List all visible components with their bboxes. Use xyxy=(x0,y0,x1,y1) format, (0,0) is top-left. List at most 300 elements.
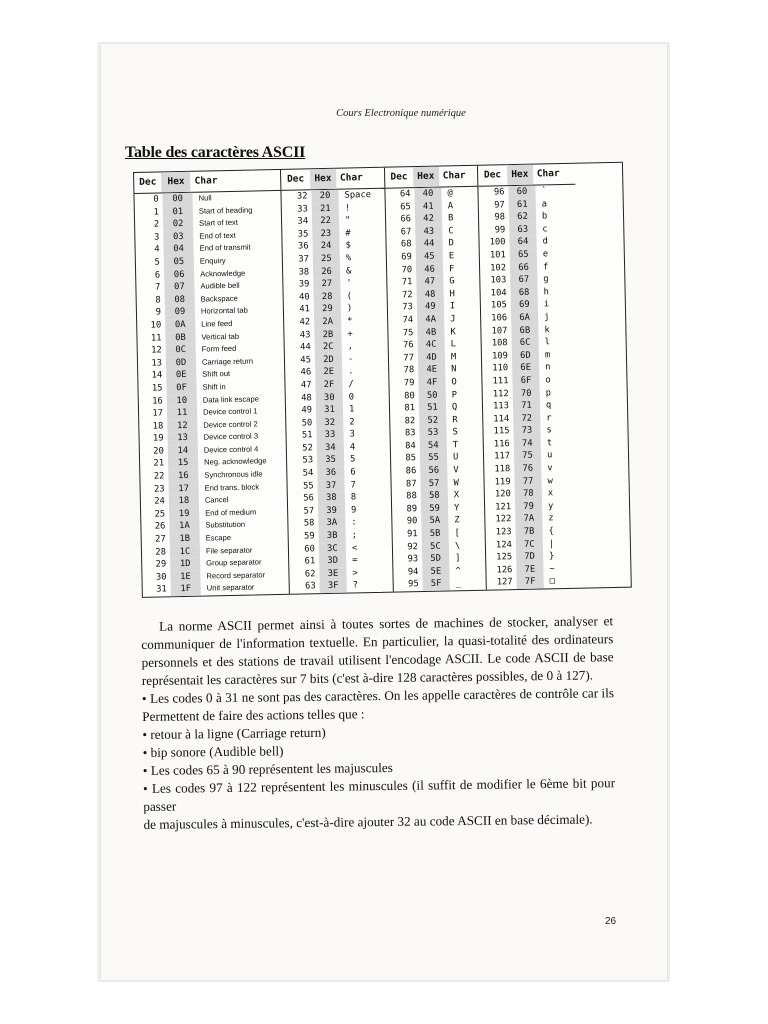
cell-hex: 1E xyxy=(170,570,200,583)
header-dec: Dec xyxy=(390,171,408,183)
cell-dec: 119 xyxy=(494,476,511,488)
cell-char: Carriage return xyxy=(201,356,254,367)
cell-char: Neg. acknowledge xyxy=(204,456,267,468)
cell-dec: 35 xyxy=(297,229,309,240)
page-number: 26 xyxy=(605,916,617,927)
cell-dec: 94 xyxy=(407,566,419,578)
cell-dec: 114 xyxy=(493,413,510,425)
cell-hex: 0A xyxy=(165,319,195,332)
cell-dec: 8 xyxy=(155,295,161,306)
cell-char: \ xyxy=(454,540,461,551)
cell-dec: 86 xyxy=(405,466,417,477)
cell-char: o xyxy=(545,375,551,386)
cell-dec: 55 xyxy=(302,480,314,492)
cell-hex: 74 xyxy=(514,437,541,450)
cell-dec: 61 xyxy=(304,556,316,567)
cell-hex: 0E xyxy=(166,369,196,382)
cell-dec: 36 xyxy=(297,241,309,252)
cell-char: ? xyxy=(352,580,359,591)
header-char: Char xyxy=(194,175,218,187)
cell-hex: 06 xyxy=(164,268,194,281)
cell-char: 7 xyxy=(350,480,357,491)
cell-char: m xyxy=(544,350,551,361)
cell-char: . xyxy=(348,366,354,377)
cell-dec: 118 xyxy=(494,464,511,475)
cell-hex: 77 xyxy=(514,475,541,488)
cell-char: Escape xyxy=(205,533,232,543)
cell-char: Enquiry xyxy=(199,256,226,266)
cell-dec: 117 xyxy=(494,451,511,462)
cell-char: Acknowledge xyxy=(200,268,246,279)
cell-hex: 6F xyxy=(512,374,539,387)
cell-hex: 3D xyxy=(319,555,346,568)
cell-dec: 10 xyxy=(150,320,162,331)
cell-dec: 73 xyxy=(402,302,414,313)
cell-hex: 2A xyxy=(314,316,341,329)
header-dec: Dec xyxy=(483,169,502,181)
cell-hex: 22 xyxy=(312,215,339,228)
cell-dec: 60 xyxy=(304,543,316,555)
cell-char: U xyxy=(452,452,459,463)
cell-dec: 66 xyxy=(400,214,412,225)
cell-char: $ xyxy=(345,240,351,251)
cell-dec: 49 xyxy=(301,405,313,416)
cell-char: / xyxy=(348,379,354,390)
cell-dec: 12 xyxy=(151,345,162,356)
cell-char: M xyxy=(450,351,457,363)
page-header: Cours Electronique numérique xyxy=(336,108,466,119)
cell-dec: 38 xyxy=(298,266,310,278)
table-column xyxy=(134,170,290,597)
cell-hex: 71 xyxy=(513,400,540,413)
header-hex: Hex xyxy=(507,165,533,186)
cell-char: Start of text xyxy=(198,218,239,228)
cell-dec: 79 xyxy=(403,378,415,389)
cell-char: * xyxy=(347,316,353,327)
cell-hex: 50 xyxy=(419,389,446,402)
cell-char: O xyxy=(451,377,457,388)
cell-hex: 16 xyxy=(168,470,198,483)
ascii-table xyxy=(133,162,632,598)
cell-dec: 31 xyxy=(156,584,167,596)
cell-char: j xyxy=(544,312,550,323)
cell-char: & xyxy=(346,266,352,277)
cell-hex: 56 xyxy=(420,465,447,478)
cell-hex: 7F xyxy=(517,576,544,589)
cell-hex: 48 xyxy=(417,288,444,301)
cell-dec: 105 xyxy=(490,300,507,311)
cell-char: Record separator xyxy=(206,570,266,581)
cell-dec: 9 xyxy=(155,307,162,318)
cell-char: Synchronous idle xyxy=(204,469,263,480)
bullet-item: • Les codes 0 à 31 ne sont pas des caractères. On les appelle caractères de contrôle car ils Permettent de faire des actions telles que : xyxy=(141,685,615,724)
cell-char: 4 xyxy=(349,442,356,453)
cell-hex: 3F xyxy=(320,580,347,593)
cell-dec: 111 xyxy=(492,376,509,387)
cell-char: N xyxy=(451,364,457,375)
cell-hex: 08 xyxy=(165,293,195,306)
cell-char: i xyxy=(543,299,550,310)
cell-dec: 96 xyxy=(493,187,505,198)
cell-char: I xyxy=(449,301,456,312)
cell-dec: 40 xyxy=(298,292,310,303)
cell-char: Data link escape xyxy=(202,393,260,405)
cell-hex: 24 xyxy=(312,240,339,253)
cell-hex: 2D xyxy=(315,353,342,366)
cell-hex: 37 xyxy=(317,479,344,492)
cell-char: > xyxy=(352,568,358,579)
cell-dec: 1 xyxy=(153,207,159,218)
cell-hex: 64 xyxy=(509,236,536,249)
header-char: Char xyxy=(442,170,466,182)
cell-dec: 29 xyxy=(155,559,167,570)
cell-dec: 30 xyxy=(155,572,167,583)
document-page xyxy=(101,44,667,980)
cell-dec: 23 xyxy=(153,484,165,495)
cell-char: t xyxy=(546,438,553,449)
cell-dec: 72 xyxy=(401,289,413,301)
cell-dec: 17 xyxy=(152,408,164,419)
cell-char: h xyxy=(543,287,550,298)
cell-hex: 75 xyxy=(514,450,541,463)
cell-dec: 126 xyxy=(496,564,513,576)
table-row xyxy=(487,575,584,590)
cell-char: 3 xyxy=(349,429,355,440)
table-header-row xyxy=(385,166,477,189)
cell-dec: 62 xyxy=(304,569,316,580)
cell-dec: 84 xyxy=(405,441,416,452)
cell-dec: 25 xyxy=(154,509,166,520)
cell-hex: 2C xyxy=(315,341,342,354)
cell-hex: 11 xyxy=(167,407,197,420)
cell-hex: 40 xyxy=(414,188,441,201)
cell-hex: 7C xyxy=(516,538,543,551)
cell-char: J xyxy=(450,314,456,325)
cell-hex: 38 xyxy=(318,492,345,505)
cell-hex: 05 xyxy=(164,256,194,269)
cell-char: Start of heading xyxy=(198,205,253,216)
cell-char: L xyxy=(450,339,457,350)
cell-dec: 95 xyxy=(408,579,419,590)
cell-hex: 5A xyxy=(421,515,448,528)
cell-hex: 4E xyxy=(418,364,445,377)
cell-char: } xyxy=(549,551,555,562)
cell-dec: 21 xyxy=(153,458,165,470)
cell-char: Cancel xyxy=(204,495,229,505)
cell-hex: 54 xyxy=(420,439,447,452)
cell-dec: 98 xyxy=(494,212,506,223)
cell-hex: 25 xyxy=(313,253,340,266)
cell-hex: 1D xyxy=(170,558,200,571)
cell-dec: 7 xyxy=(155,282,161,293)
cell-hex: 4A xyxy=(417,313,444,326)
cell-hex: 3B xyxy=(319,530,346,543)
cell-hex: 51 xyxy=(419,402,446,415)
bullet-item: • Les codes 65 à 90 représentent les majuscules xyxy=(142,759,393,778)
cell-char: ! xyxy=(344,203,351,214)
cell-hex: 79 xyxy=(515,500,542,513)
header-hex: Hex xyxy=(413,167,439,188)
cell-dec: 71 xyxy=(401,277,413,288)
header-hex: Hex xyxy=(310,169,336,190)
cell-dec: 34 xyxy=(297,216,309,227)
cell-char: 1 xyxy=(348,404,355,415)
table-header-row xyxy=(281,168,384,191)
cell-hex: 02 xyxy=(163,218,193,231)
cell-dec: 52 xyxy=(302,443,313,454)
cell-char: Null xyxy=(198,193,212,203)
body-text xyxy=(141,612,616,834)
cell-hex: 65 xyxy=(510,249,537,262)
cell-char: r xyxy=(546,412,552,424)
cell-hex: 42 xyxy=(415,213,442,226)
cell-dec: 121 xyxy=(495,502,512,513)
table-header-row xyxy=(478,164,575,187)
cell-hex: 7A xyxy=(515,513,542,526)
cell-dec: 65 xyxy=(400,201,411,213)
cell-dec: 50 xyxy=(301,417,313,429)
cell-hex: 67 xyxy=(510,274,537,287)
cell-dec: 53 xyxy=(302,455,314,466)
cell-hex: 72 xyxy=(513,412,540,425)
cell-char: F xyxy=(448,263,455,274)
cell-hex: 7B xyxy=(515,526,542,539)
cell-dec: 3 xyxy=(153,232,160,243)
paragraph: de majuscules à minuscules, c'est-à-dire ajouter 32 au code ASCII en base décimale). xyxy=(143,811,593,832)
cell-hex: 23 xyxy=(312,227,339,240)
cell-hex: 6D xyxy=(512,349,539,362)
cell-hex: 27 xyxy=(313,278,340,291)
cell-dec: 43 xyxy=(299,329,311,341)
cell-hex: 59 xyxy=(421,502,448,515)
cell-hex: 52 xyxy=(419,414,446,427)
cell-hex: 19 xyxy=(169,508,199,521)
cell-char: P xyxy=(451,389,458,400)
cell-dec: 93 xyxy=(407,554,419,565)
cell-dec: 64 xyxy=(399,189,411,200)
cell-hex: 0D xyxy=(166,356,196,369)
cell-hex: 49 xyxy=(417,301,444,314)
cell-char: 2 xyxy=(349,417,355,428)
cell-dec: 88 xyxy=(406,491,417,502)
cell-char: | xyxy=(548,538,555,549)
cell-dec: 19 xyxy=(152,433,164,444)
table-column xyxy=(281,168,394,594)
header-char: Char xyxy=(536,168,560,180)
cell-char: Shift in xyxy=(202,382,226,392)
cell-dec: 28 xyxy=(155,547,167,558)
cell-hex: 53 xyxy=(419,427,446,440)
cell-char: T xyxy=(452,440,459,451)
cell-hex: 21 xyxy=(312,202,339,215)
cell-hex: 4F xyxy=(418,376,445,389)
cell-char: - xyxy=(347,354,354,365)
cell-hex: 44 xyxy=(415,238,442,251)
cell-hex: 35 xyxy=(317,454,344,467)
cell-dec: 90 xyxy=(406,516,418,527)
cell-hex: 0F xyxy=(166,382,196,395)
cell-char: Q xyxy=(451,402,458,413)
cell-hex: 62 xyxy=(509,211,536,224)
cell-dec: 27 xyxy=(155,534,166,545)
cell-dec: 13 xyxy=(151,358,163,369)
cell-char: s xyxy=(546,425,552,436)
cell-char: Audible bell xyxy=(200,280,240,291)
cell-dec: 41 xyxy=(299,304,311,315)
cell-char: End of text xyxy=(199,230,236,241)
cell-hex: 7D xyxy=(516,551,543,564)
cell-char: E xyxy=(448,251,455,262)
cell-char: " xyxy=(344,215,351,226)
cell-char: _ xyxy=(455,578,462,589)
cell-char: 8 xyxy=(350,492,357,503)
cell-hex: 07 xyxy=(164,281,194,294)
cell-dec: 91 xyxy=(406,529,418,540)
cell-hex: 1B xyxy=(170,533,200,546)
cell-char: c xyxy=(542,224,548,235)
cell-hex: 28 xyxy=(314,290,341,303)
cell-dec: 16 xyxy=(152,395,163,407)
cell-hex: 0C xyxy=(166,344,196,357)
header-hex: Hex xyxy=(161,172,191,193)
cell-char: V xyxy=(453,465,459,476)
cell-hex: 69 xyxy=(511,299,538,312)
cell-hex: 10 xyxy=(167,394,197,407)
cell-char: x xyxy=(547,488,554,499)
cell-dec: 108 xyxy=(491,338,508,349)
cell-char: q xyxy=(545,400,552,411)
cell-dec: 78 xyxy=(403,365,415,376)
cell-hex: 18 xyxy=(169,495,199,508)
cell-char: R xyxy=(452,414,458,426)
cell-dec: 80 xyxy=(404,390,415,401)
cell-dec: 89 xyxy=(406,503,418,515)
cell-char: D xyxy=(448,238,454,249)
cell-dec: 83 xyxy=(404,428,416,439)
cell-hex: 34 xyxy=(317,442,344,455)
cell-char: Vertical tab xyxy=(201,331,240,342)
table-column xyxy=(385,166,487,592)
cell-char: ; xyxy=(351,530,358,541)
cell-hex: 0B xyxy=(165,331,195,344)
cell-char: End of medium xyxy=(205,507,257,518)
header-dec: Dec xyxy=(286,173,305,185)
cell-dec: 101 xyxy=(489,250,506,261)
cell-hex: 76 xyxy=(514,463,541,476)
cell-hex: 5B xyxy=(422,528,449,541)
cell-hex: 3C xyxy=(319,542,346,555)
cell-hex: 57 xyxy=(420,477,447,490)
table-row xyxy=(143,581,289,597)
cell-char: , xyxy=(347,341,354,352)
cell-dec: 76 xyxy=(402,340,414,351)
cell-char: k xyxy=(544,324,550,335)
cell-hex: 78 xyxy=(515,488,542,501)
cell-char: z xyxy=(548,513,554,524)
cell-char: ` xyxy=(541,186,547,197)
bullet-item: • Les codes 97 à 122 représentent les minuscules (il suffit de modifier le 6ème bit pour passer xyxy=(142,775,616,814)
cell-hex: 68 xyxy=(510,286,537,299)
cell-char: S xyxy=(452,427,458,438)
cell-hex: 32 xyxy=(316,416,343,429)
cell-char: 5 xyxy=(349,454,356,465)
cell-hex: 6E xyxy=(512,362,539,375)
cell-hex: 73 xyxy=(513,425,540,438)
cell-hex: 41 xyxy=(415,200,442,213)
cell-char: Unit separator xyxy=(206,582,255,593)
cell-hex: 01 xyxy=(163,205,193,218)
cell-char: H xyxy=(449,289,456,300)
cell-char: g xyxy=(543,274,549,285)
cell-dec: 115 xyxy=(493,426,510,437)
cell-dec: 45 xyxy=(300,355,312,366)
cell-hex: 3E xyxy=(319,567,346,580)
cell-char: ] xyxy=(455,553,461,564)
cell-hex: 2B xyxy=(314,328,341,341)
cell-hex: 2F xyxy=(315,379,342,392)
cell-char: 6 xyxy=(350,467,356,478)
cell-dec: 99 xyxy=(494,224,506,236)
cell-dec: 11 xyxy=(150,332,162,344)
cell-hex: 1F xyxy=(171,583,201,596)
cell-dec: 24 xyxy=(154,496,166,507)
cell-char: Device control 1 xyxy=(202,406,258,417)
cell-char: X xyxy=(453,490,460,501)
cell-char: Device control 4 xyxy=(203,444,259,455)
cell-char: f xyxy=(542,261,549,272)
cell-hex: 14 xyxy=(168,445,198,458)
cell-char: A xyxy=(447,200,454,212)
cell-dec: 51 xyxy=(301,430,313,441)
cell-char: Substitution xyxy=(205,520,246,530)
cell-hex: 2E xyxy=(315,366,342,379)
cell-hex: 55 xyxy=(420,452,447,465)
cell-char: y xyxy=(547,501,554,512)
section-title: Table des caractères ASCII xyxy=(125,144,306,161)
cell-char: File separator xyxy=(205,545,253,556)
cell-hex: 58 xyxy=(421,490,448,503)
cell-dec: 104 xyxy=(490,287,507,299)
cell-hex: 60 xyxy=(508,186,535,199)
cell-dec: 103 xyxy=(490,275,507,286)
cell-hex: 31 xyxy=(316,404,343,417)
table-row xyxy=(290,579,393,594)
cell-hex: 45 xyxy=(416,250,443,263)
cell-hex: 39 xyxy=(318,504,345,517)
cell-dec: 39 xyxy=(298,279,310,290)
cell-char: @ xyxy=(447,188,453,199)
cell-hex: 36 xyxy=(317,467,344,480)
cell-hex: 30 xyxy=(316,391,343,404)
cell-dec: 82 xyxy=(404,415,416,427)
cell-hex: 4D xyxy=(418,351,445,364)
cell-dec: 48 xyxy=(301,392,312,404)
cell-char: ^ xyxy=(455,566,461,577)
cell-dec: 14 xyxy=(151,370,163,381)
cell-char: Y xyxy=(454,503,460,514)
cell-dec: 69 xyxy=(401,252,412,263)
cell-char: End trans. block xyxy=(204,482,260,493)
cell-dec: 120 xyxy=(494,489,511,500)
cell-char: b xyxy=(541,211,548,222)
cell-dec: 75 xyxy=(402,327,414,338)
cell-char: Space xyxy=(344,190,372,201)
cell-hex: 6B xyxy=(511,324,538,337)
cell-hex: 70 xyxy=(513,387,540,400)
cell-char: : xyxy=(351,517,357,528)
cell-hex: 33 xyxy=(316,429,343,442)
cell-hex: 7E xyxy=(516,563,543,576)
